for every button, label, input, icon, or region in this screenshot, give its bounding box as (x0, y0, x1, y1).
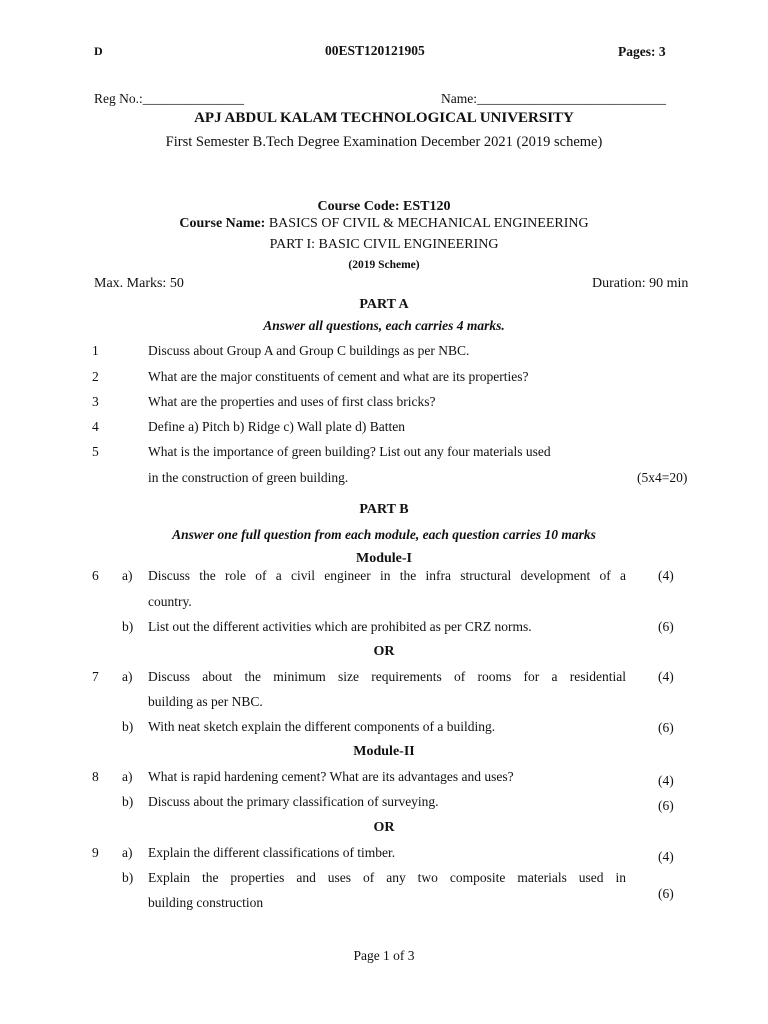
subpart-label: b) (122, 870, 134, 885)
subpart-label: b) (122, 719, 134, 734)
marks: (4) (658, 773, 674, 788)
question-text-cont: building as per NBC. (148, 694, 263, 709)
pages-count: Pages: 3 (618, 44, 666, 59)
question-text: List out the different activities which are prohibited as per CRZ norms. (148, 619, 532, 634)
question-number: 3 (92, 394, 99, 409)
part-b-title: PART B (359, 502, 409, 517)
part-title: PART I: BASIC CIVIL ENGINEERING (269, 237, 499, 252)
reg-no-field: Reg No.:_______________ (94, 91, 244, 106)
marks: (6) (658, 619, 674, 634)
question-text: Discuss about the primary classification of surveying. (148, 794, 439, 809)
question-text: Discuss about the minimum size requirements of rooms for a residential (148, 669, 626, 684)
question-text: What are the major constituents of cement and what are its properties? (148, 369, 529, 384)
question-text: With neat sketch explain the different components of a building. (148, 719, 496, 734)
marks: (4) (658, 568, 674, 583)
part-a-title: PART A (359, 297, 409, 312)
question-text: Define a) Pitch b) Ridge c) Wall plate d) Batten (148, 419, 405, 434)
marks: (6) (658, 720, 674, 735)
question-number: 4 (92, 419, 99, 434)
question-text-cont: in the construction of green building. (148, 470, 349, 485)
marks: (6) (658, 798, 674, 813)
part-a-total-marks: (5x4=20) (637, 470, 688, 485)
module-1-heading: Module-I (356, 551, 412, 566)
subpart-label: a) (122, 769, 133, 784)
subpart-label: a) (122, 845, 133, 860)
question-text: Discuss about Group A and Group C buildings as per NBC. (148, 343, 470, 358)
subpart-label: a) (122, 669, 133, 684)
question-text: Discuss the role of a civil engineer in the infra structural development of a (148, 568, 626, 583)
exam-title: First Semester B.Tech Degree Examination December 2021 (2019 scheme) (165, 134, 603, 150)
question-text: What are the properties and uses of first class bricks? (148, 394, 436, 409)
university-title: APJ ABDUL KALAM TECHNOLOGICAL UNIVERSITY (194, 110, 574, 126)
marks: (4) (658, 849, 674, 864)
question-text: What is the importance of green building? List out any four materials used (148, 444, 551, 459)
question-text: What is rapid hardening cement? What are its advantages and uses? (148, 769, 514, 784)
question-text-cont: building construction (148, 895, 264, 910)
course-name-line (0, 216, 768, 232)
max-marks: Max. Marks: 50 (94, 276, 184, 291)
module-2-heading: Module-II (353, 744, 415, 759)
question-number: 2 (92, 369, 99, 384)
subpart-label: b) (122, 619, 134, 634)
subpart-label: a) (122, 568, 133, 583)
question-number: 6 (92, 568, 99, 583)
question-text: Explain the properties and uses of any two composite materials used in (148, 870, 626, 885)
name-field: Name:____________________________ (441, 91, 666, 106)
course-name: BASICS OF CIVIL & MECHANICAL ENGINEERING (268, 216, 589, 231)
course-name-label: Course Name: (179, 216, 266, 231)
question-number: 8 (92, 769, 99, 784)
duration: Duration: 90 min (592, 276, 689, 291)
subpart-label: b) (122, 794, 134, 809)
question-number: 1 (92, 343, 99, 358)
marks: (4) (658, 669, 674, 684)
or-separator: OR (373, 644, 395, 659)
part-a-instruction: Answer all questions, each carries 4 marks. (263, 318, 505, 333)
question-number: 7 (92, 669, 99, 684)
question-number: 9 (92, 845, 99, 860)
question-text: Explain the different classifications of timber. (148, 845, 396, 860)
or-separator: OR (373, 820, 395, 835)
set-code: D (94, 44, 103, 58)
page-footer: Page 1 of 3 (353, 948, 415, 963)
paper-code: 00EST120121905 (325, 43, 425, 58)
question-text-cont: country. (148, 594, 192, 609)
course-code: Course Code: EST120 (317, 199, 451, 214)
question-number: 5 (92, 444, 99, 459)
part-b-instruction: Answer one full question from each module, each question carries 10 marks (172, 527, 596, 542)
marks: (6) (658, 886, 674, 901)
scheme: (2019 Scheme) (348, 259, 420, 271)
